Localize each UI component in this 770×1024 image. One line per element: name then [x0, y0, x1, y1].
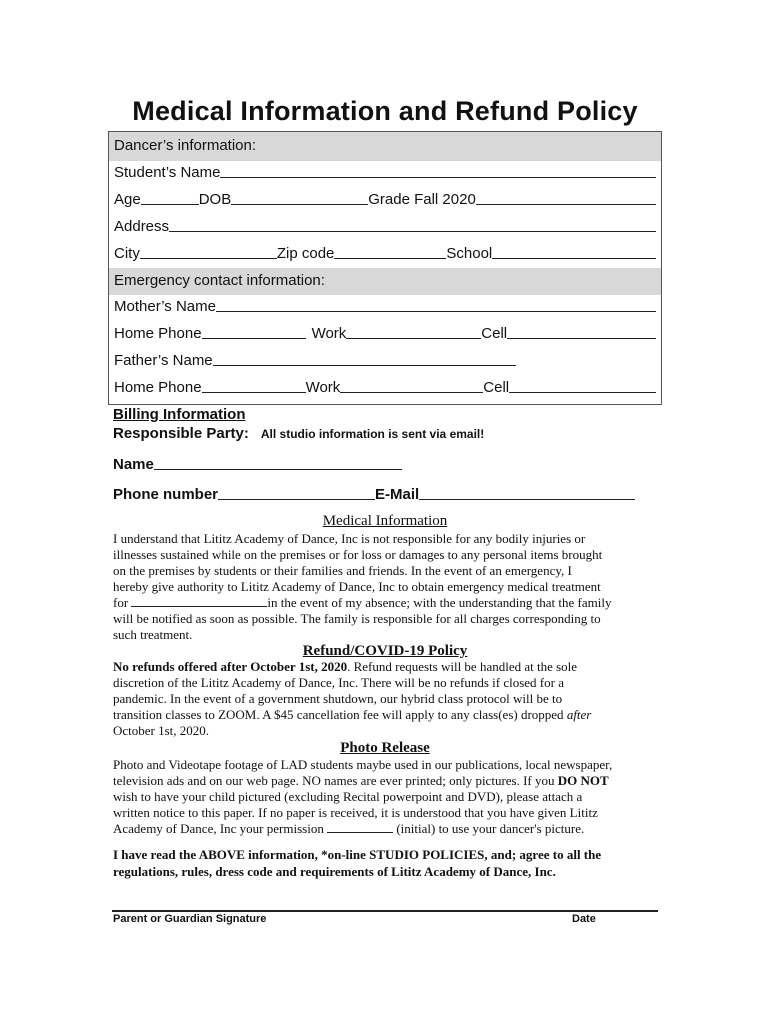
zip-field[interactable]	[334, 244, 446, 259]
cell-field[interactable]	[507, 324, 656, 339]
medical-line-blank	[113, 595, 653, 611]
refund-line-text: transition classes to ZOOM. A $45 cancellation fee will apply to any class(es) dropped	[113, 707, 567, 722]
age-label: Age	[114, 191, 141, 208]
medical-line: such treatment.	[113, 627, 193, 642]
student-name-row[interactable]	[114, 161, 656, 181]
agreement-line: I have read the ABOVE information, *on-line STUDIO POLICIES, and; agree to all the	[113, 847, 602, 862]
photo-permission-text: Academy of Dance, Inc your permission	[113, 821, 328, 836]
refund-paragraph	[113, 659, 653, 739]
student-name-label: Student’s Name	[114, 164, 221, 181]
cell-field-2[interactable]	[509, 378, 656, 393]
school-field[interactable]	[492, 244, 656, 259]
phone-row-1	[114, 322, 656, 342]
date-label: Date	[572, 913, 596, 925]
photo-paragraph	[113, 757, 653, 837]
billing-contact-row	[113, 485, 635, 503]
work-label: Work	[311, 325, 347, 342]
home-phone-label-2: Home Phone	[114, 379, 202, 396]
agreement-paragraph	[113, 846, 653, 880]
refund-line: discretion of the Lititz Academy of Dance, Inc. There will be no refunds if closed for a	[113, 675, 564, 690]
medical-line: on the premises by students or their families and friends. In the event of an emergency, I	[113, 563, 572, 578]
signature-label: Parent or Guardian Signature	[113, 913, 267, 925]
refund-line	[113, 659, 653, 675]
emergency-header: Emergency contact information:	[114, 272, 325, 289]
refund-line: pandemic. In the event of a government shutdown, our hybrid class protocol will be to	[113, 691, 563, 706]
medical-heading: Medical Information	[322, 513, 448, 529]
address-label: Address	[114, 218, 170, 235]
do-not-text: DO NOT	[557, 773, 609, 788]
refund-line	[113, 707, 653, 723]
mother-field[interactable]	[216, 297, 656, 312]
initial-field[interactable]	[327, 821, 393, 833]
refund-line-rest: . Refund requests will be handled at the sole	[347, 659, 578, 674]
grade-field[interactable]	[476, 190, 656, 205]
city-field[interactable]	[140, 244, 277, 259]
name-blank-field[interactable]	[131, 595, 267, 607]
photo-line	[113, 773, 653, 789]
medical-line: illnesses sustained while on the premises or for loss or damages to any personal items brought	[113, 547, 603, 562]
father-row	[114, 349, 516, 369]
home-phone-field[interactable]	[202, 324, 306, 339]
medical-line: will be notified as soon as possible. The family is responsible for all charges corresponding to	[113, 611, 601, 626]
responsible-label: Responsible Party:	[113, 425, 249, 442]
address-row	[114, 215, 656, 235]
father-label: Father’s Name	[114, 352, 213, 369]
school-label: School	[446, 245, 493, 262]
student-name-field[interactable]	[220, 163, 656, 178]
phone-number-field[interactable]	[218, 485, 375, 500]
city-label: City	[114, 245, 140, 262]
grade-label: Grade Fall 2020	[368, 191, 476, 208]
age-dob-grade-row	[114, 188, 656, 208]
dob-label: DOB	[198, 191, 232, 208]
billing-name-label: Name	[113, 456, 154, 473]
zip-label: Zip code	[276, 245, 335, 262]
refund-heading: Refund/COVID-19 Policy	[302, 643, 468, 659]
no-refunds-text: No refunds offered after October 1st, 2020	[113, 659, 348, 674]
phone-number-label: Phone number	[113, 486, 219, 503]
billing-name-field[interactable]	[154, 455, 402, 470]
mother-row	[114, 295, 656, 315]
email-field[interactable]	[419, 485, 635, 500]
cell-label-2: Cell	[483, 379, 510, 396]
work-field-2[interactable]	[340, 378, 483, 393]
medical-paragraph	[113, 531, 653, 643]
responsible-party	[113, 425, 484, 443]
email-note: All studio information is sent via email!	[260, 427, 485, 441]
phone-row-2	[114, 376, 656, 396]
dancer-header: Dancer’s information:	[114, 137, 257, 154]
photo-heading: Photo Release	[340, 740, 430, 756]
medical-absence-text: in the event of my absence; with the understanding that the family	[267, 595, 612, 610]
home-phone-label: Home Phone	[114, 325, 202, 342]
medical-line: I understand that Lititz Academy of Dance, Inc is not responsible for any bodily injuries or	[113, 531, 586, 546]
city-zip-school-row	[114, 242, 656, 262]
photo-line: Photo and Videotape footage of LAD students maybe used in our publications, local newspaper,	[113, 757, 613, 772]
medical-line: hereby give authority to Lititz Academy of Dance, Inc to obtain emergency medical treatment	[113, 579, 601, 594]
father-field[interactable]	[213, 351, 516, 366]
age-field[interactable]	[141, 190, 199, 205]
refund-line: October 1st, 2020.	[113, 723, 210, 738]
photo-line: wish to have your child pictured (excluding Recital powerpoint and DVD), please attach a	[113, 789, 583, 804]
work-label-2: Work	[305, 379, 341, 396]
agreement-line: regulations, rules, dress code and requirements of Lititz Academy of Dance, Inc.	[113, 864, 556, 879]
info-box	[108, 131, 662, 405]
page-title: Medical Information and Refund Policy	[132, 96, 638, 126]
dob-field[interactable]	[231, 190, 368, 205]
mother-label: Mother’s Name	[114, 298, 216, 315]
email-label: E-Mail	[375, 486, 420, 503]
cell-label: Cell	[481, 325, 508, 342]
medical-for-text: for	[113, 595, 132, 610]
photo-line-text: television ads and on our web page. NO names are ever printed; only pictures. If you	[113, 773, 558, 788]
address-field[interactable]	[169, 217, 656, 232]
photo-line: written notice to this paper. If no paper is received, it is understood that you have given Lititz	[113, 805, 598, 820]
signature-line[interactable]	[112, 910, 658, 912]
photo-line	[113, 821, 653, 837]
photo-initial-text: (initial) to use your dancer's picture.	[393, 821, 585, 836]
after-text: after	[566, 707, 592, 722]
billing-name-row	[113, 455, 402, 473]
billing-header: Billing Information	[113, 406, 246, 423]
work-field[interactable]	[346, 324, 481, 339]
home-phone-field-2[interactable]	[202, 378, 306, 393]
